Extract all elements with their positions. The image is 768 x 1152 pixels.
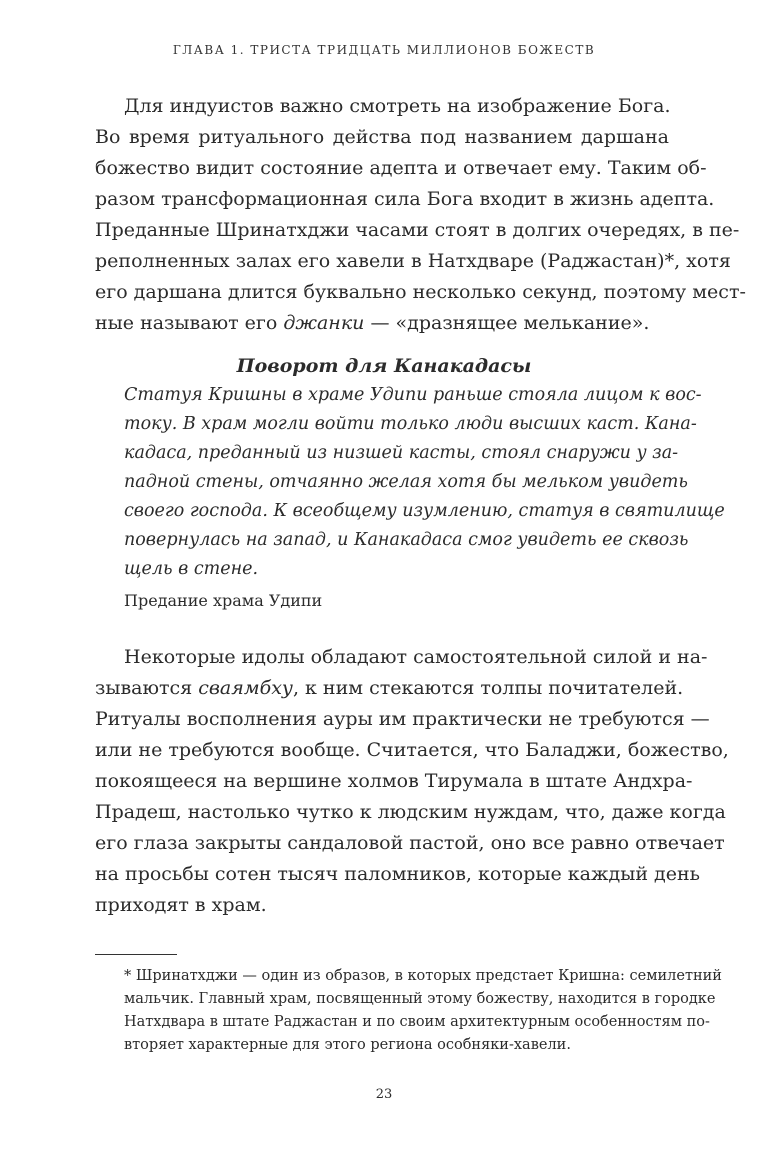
running-head: ГЛАВА 1. ТРИСТА ТРИДЦАТЬ МИЛЛИОНОВ БОЖЕСТВ: [172, 43, 596, 57]
text-line: приходят в храм.: [95, 894, 267, 916]
page-number: 23: [375, 1087, 393, 1102]
story-line: току. В храм могли войти только люди высших каст. Кана-: [124, 414, 697, 434]
text-line: его глаза закрыты сандаловой пастой, оно все равно отвечает: [95, 832, 725, 854]
text-line: Прадеш, настолько чутко к людским нуждам, что, даже когда: [95, 801, 726, 823]
text-line: Некоторые идолы обладают самостоятельной силой и на-: [124, 646, 708, 668]
story-heading: Поворот для Канакадасы: [236, 355, 532, 377]
text-line: реполненных залах его хавели в Натхдваре (Раджастан)*, хотя: [95, 250, 731, 272]
text-run: зываются: [95, 677, 199, 699]
text-run: ные называют его: [95, 312, 284, 334]
text-run: , к ним стекаются толпы почитателей.: [292, 677, 684, 699]
italic-term: джанки: [283, 312, 365, 334]
text-line: на просьбы сотен тысяч паломников, которые каждый день: [95, 863, 700, 885]
footnote-divider: [95, 954, 177, 955]
story-line: падной стены, отчаянно желая хотя бы мельком увидеть: [124, 472, 688, 492]
story-line: Статуя Кришны в храме Удипи раньше стояла лицом к вос-: [124, 385, 702, 405]
text-line: его даршана длится буквально несколько секунд, поэтому мест-: [95, 281, 746, 303]
text-line: Во время ритуального действа под названием даршана: [95, 126, 669, 148]
story-attribution: Предание храма Удипи: [124, 591, 323, 610]
text-line: покоящееся на вершине холмов Тирумала в штате Андхра-: [95, 770, 693, 792]
text-line: божество видит состояние адепта и отвечает ему. Таким об-: [95, 157, 707, 179]
text-line: или не требуются вообще. Считается, что Баладжи, божество,: [95, 739, 729, 761]
text-line: [95, 677, 684, 699]
footnote-line: * Шринатхджи — один из образов, в которых предстает Кришна: семилетний: [124, 968, 722, 984]
italic-term: сваямбху: [198, 677, 293, 699]
text-line: Ритуалы восполнения ауры им практически не требуются —: [95, 708, 710, 730]
text-line: разом трансформационная сила Бога входит в жизнь адепта.: [95, 188, 715, 210]
footnote-line: вторяет характерные для этого региона особняки-хавели.: [124, 1037, 571, 1053]
story-line: щель в стене.: [124, 559, 259, 579]
story-line: кадаса, преданный из низшей касты, стоял снаружи у за-: [124, 443, 679, 463]
footnote-line: мальчик. Главный храм, посвященный этому божеству, находится в городке: [124, 991, 716, 1007]
text-run: — «дразнящее мелькание».: [364, 312, 650, 334]
story-line: своего господа. К всеобщему изумлению, статуя в святилище: [124, 501, 725, 521]
footnote-line: Натхдвара в штате Раджастан и по своим архитектурным особенностям по-: [124, 1014, 710, 1030]
text-line: Преданные Шринатхджи часами стоят в долгих очередях, в пе-: [95, 219, 740, 241]
story-line: повернулась на запад, и Канакадаса смог увидеть ее сквозь: [124, 530, 689, 550]
text-line: Для индуистов важно смотреть на изображение Бога.: [124, 95, 671, 117]
text-line: [95, 312, 649, 334]
